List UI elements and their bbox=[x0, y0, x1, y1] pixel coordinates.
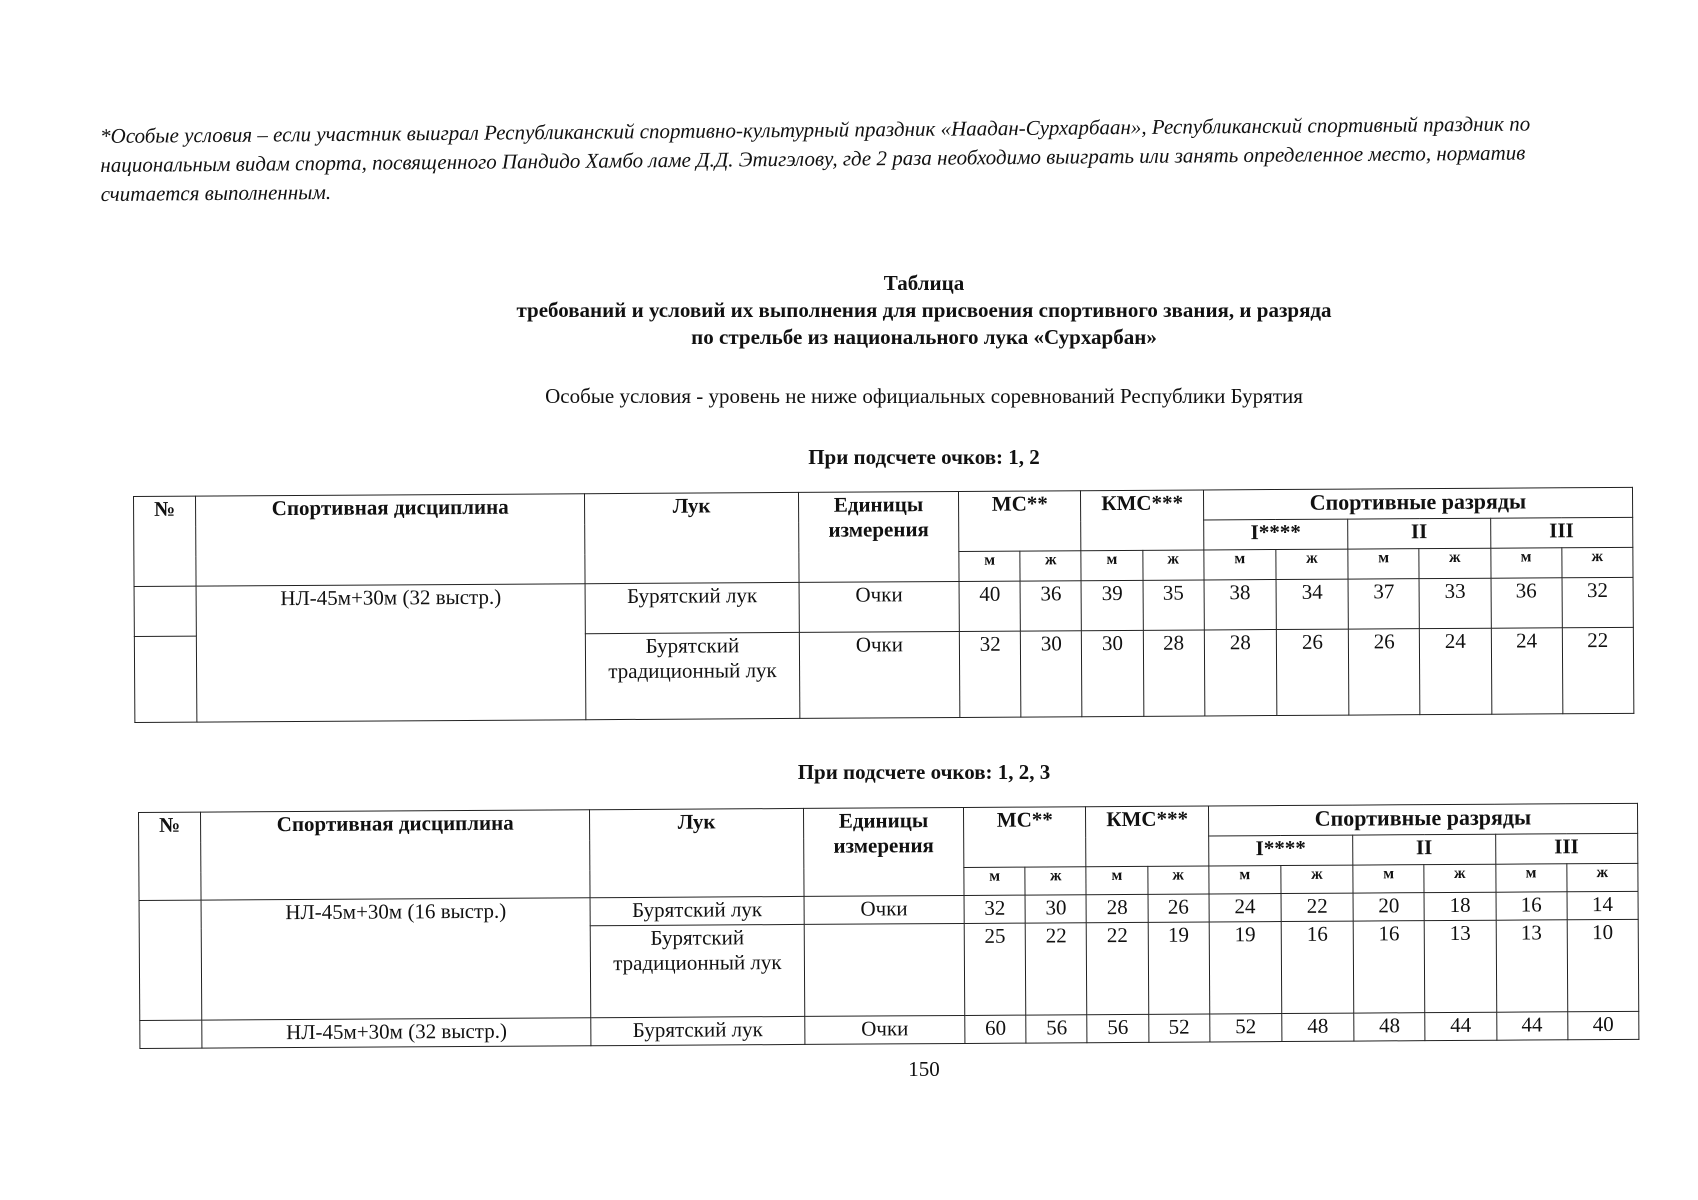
value-cell: 30 bbox=[1021, 631, 1083, 717]
norms-table-2 bbox=[138, 803, 1639, 1049]
header-rank-2: II bbox=[1348, 518, 1491, 549]
table-row bbox=[134, 577, 1633, 636]
value-cell: 26 bbox=[1348, 629, 1420, 715]
header-ms: МС** bbox=[959, 491, 1082, 552]
value-cell: 32 bbox=[959, 631, 1021, 717]
header-num: № bbox=[134, 496, 197, 586]
header-discipline: Спортивная дисциплина bbox=[196, 494, 586, 586]
value-cell: 28 bbox=[1143, 630, 1205, 716]
value-cell: 22 bbox=[1281, 893, 1353, 921]
header-m: м bbox=[1209, 866, 1281, 894]
value-cell: 22 bbox=[1087, 922, 1149, 1014]
value-cell: 20 bbox=[1353, 893, 1424, 921]
header-m: м bbox=[1086, 866, 1147, 894]
units-cell: Очки bbox=[804, 1015, 965, 1044]
value-cell: 33 bbox=[1419, 578, 1490, 628]
header-f: ж bbox=[1424, 864, 1495, 892]
header-m: м bbox=[1490, 548, 1561, 578]
header-f: ж bbox=[1276, 549, 1348, 579]
value-cell: 28 bbox=[1204, 630, 1277, 716]
discipline-cell: НЛ-45м+30м (16 выстр.) bbox=[201, 898, 591, 1020]
value-cell: 37 bbox=[1348, 579, 1419, 629]
header-m: м bbox=[964, 867, 1025, 895]
bow-cell: Бурятский лук bbox=[585, 582, 799, 633]
value-cell: 24 bbox=[1420, 628, 1492, 714]
value-cell: 22 bbox=[1562, 627, 1634, 713]
header-ranks: Спортивные разряды bbox=[1203, 487, 1632, 520]
value-cell: 24 bbox=[1491, 628, 1563, 714]
value-cell: 34 bbox=[1276, 579, 1348, 629]
header-bow: Лук bbox=[585, 492, 799, 583]
bow-cell: Бурятский традиционный лук bbox=[590, 924, 804, 1017]
header-kms: КМС*** bbox=[1086, 806, 1209, 867]
value-cell: 18 bbox=[1424, 892, 1495, 920]
header-m: м bbox=[1495, 864, 1566, 892]
header-f: ж bbox=[1147, 866, 1208, 894]
units-cell: Очки bbox=[799, 581, 960, 632]
value-cell: 28 bbox=[1086, 894, 1147, 922]
header-f: ж bbox=[1025, 867, 1086, 895]
norms-table-1 bbox=[133, 487, 1634, 723]
value-cell: 36 bbox=[1491, 578, 1562, 628]
row-num bbox=[139, 900, 202, 1020]
header-rank-1: I**** bbox=[1203, 519, 1348, 550]
value-cell: 36 bbox=[1020, 581, 1081, 631]
bow-cell: Бурятский лук bbox=[591, 1016, 805, 1045]
header-discipline: Спортивная дисциплина bbox=[201, 810, 591, 900]
header-ms: МС** bbox=[964, 807, 1087, 868]
special-conditions-note: *Особые условия – если участник выиграл Республиканский спортивно-культурный праздник «Наадан-Сурхарбаан», Республиканский спортивный праздник по национальным видам спорта, посвященного Пандидо Хамбо ламе Д.Д. Этигэлову, где 2 раза необходимо выиграть или занять определенное место, норматив считается выполненным. bbox=[100, 111, 1531, 206]
value-cell: 24 bbox=[1209, 894, 1281, 922]
row-num bbox=[134, 636, 197, 722]
value-cell: 19 bbox=[1209, 922, 1282, 1014]
header-f: ж bbox=[1567, 863, 1638, 891]
value-cell: 35 bbox=[1143, 580, 1204, 630]
value-cell: 14 bbox=[1567, 891, 1638, 919]
table2-subtitle: При подсчете очков: 1, 2, 3 bbox=[797, 760, 1051, 784]
value-cell: 60 bbox=[965, 1015, 1026, 1043]
value-cell: 25 bbox=[964, 923, 1026, 1015]
value-cell: 56 bbox=[1026, 1015, 1087, 1043]
value-cell: 32 bbox=[964, 895, 1025, 923]
value-cell: 52 bbox=[1148, 1014, 1209, 1042]
value-cell: 26 bbox=[1276, 629, 1349, 715]
title-line-3: по стрельбе из национального лука «Сурхарбан» bbox=[691, 325, 1157, 349]
discipline-cell: НЛ-45м+30м (32 выстр.) bbox=[196, 584, 586, 722]
header-m: м bbox=[959, 551, 1020, 581]
header-m: м bbox=[1353, 865, 1424, 893]
value-cell: 52 bbox=[1210, 1014, 1282, 1042]
header-m: м bbox=[1081, 550, 1142, 580]
header-bow: Лук bbox=[590, 808, 804, 897]
value-cell: 40 bbox=[959, 581, 1020, 631]
value-cell: 26 bbox=[1148, 894, 1209, 922]
bow-cell: Бурятский лук bbox=[590, 896, 804, 925]
header-rank-3: III bbox=[1490, 517, 1633, 548]
value-cell: 38 bbox=[1204, 580, 1276, 630]
row-num bbox=[140, 1020, 202, 1048]
value-cell: 44 bbox=[1496, 1012, 1567, 1040]
header-ranks: Спортивные разряды bbox=[1208, 803, 1637, 836]
value-cell: 39 bbox=[1082, 580, 1143, 630]
page-number: 150 bbox=[908, 1057, 940, 1081]
value-cell: 44 bbox=[1425, 1012, 1496, 1040]
row-num bbox=[134, 586, 196, 636]
header-units: Единицы измерения bbox=[798, 491, 959, 582]
value-cell: 13 bbox=[1425, 920, 1497, 1012]
value-cell: 16 bbox=[1281, 921, 1354, 1013]
units-cell: Очки bbox=[804, 895, 965, 924]
value-cell: 10 bbox=[1567, 919, 1639, 1011]
value-cell: 19 bbox=[1148, 922, 1210, 1014]
units-cell: Очки bbox=[799, 631, 960, 718]
header-m: м bbox=[1204, 550, 1276, 580]
table-title bbox=[0, 270, 1698, 351]
header-rank-2: II bbox=[1353, 834, 1496, 865]
value-cell: 48 bbox=[1354, 1013, 1425, 1041]
value-cell: 22 bbox=[1026, 923, 1088, 1015]
value-cell: 13 bbox=[1496, 920, 1568, 1012]
header-f: ж bbox=[1020, 551, 1081, 581]
header-f: ж bbox=[1562, 547, 1633, 577]
header-rank-1: I**** bbox=[1208, 835, 1353, 866]
value-cell: 48 bbox=[1282, 1013, 1354, 1041]
value-cell: 30 bbox=[1082, 630, 1144, 716]
bow-cell: Бурятский традиционный лук bbox=[586, 632, 800, 719]
title-line-2: требований и условий их выполнения для присвоения спортивного звания, и разряда bbox=[516, 298, 1332, 322]
table1-subtitle: При подсчете очков: 1, 2 bbox=[808, 445, 1040, 469]
value-cell: 56 bbox=[1087, 1014, 1148, 1042]
header-f: ж bbox=[1419, 548, 1490, 578]
header-num: № bbox=[139, 812, 202, 900]
header-units: Единицы измерения bbox=[803, 807, 964, 896]
special-conditions: Особые условия - уровень не ниже официальных соревнований Республики Бурятия bbox=[545, 384, 1303, 408]
value-cell: 40 bbox=[1567, 1011, 1638, 1039]
header-f: ж bbox=[1142, 550, 1203, 580]
value-cell: 16 bbox=[1353, 921, 1425, 1013]
value-cell: 30 bbox=[1025, 895, 1086, 923]
discipline-cell: НЛ-45м+30м (32 выстр.) bbox=[202, 1018, 591, 1048]
header-kms: КМС*** bbox=[1081, 490, 1204, 551]
units-cell bbox=[804, 923, 965, 1016]
header-m: м bbox=[1348, 549, 1419, 579]
title-line-1: Таблица bbox=[883, 271, 965, 295]
header-rank-3: III bbox=[1495, 833, 1638, 864]
value-cell: 16 bbox=[1496, 892, 1567, 920]
value-cell: 32 bbox=[1562, 577, 1634, 627]
header-f: ж bbox=[1281, 865, 1353, 893]
